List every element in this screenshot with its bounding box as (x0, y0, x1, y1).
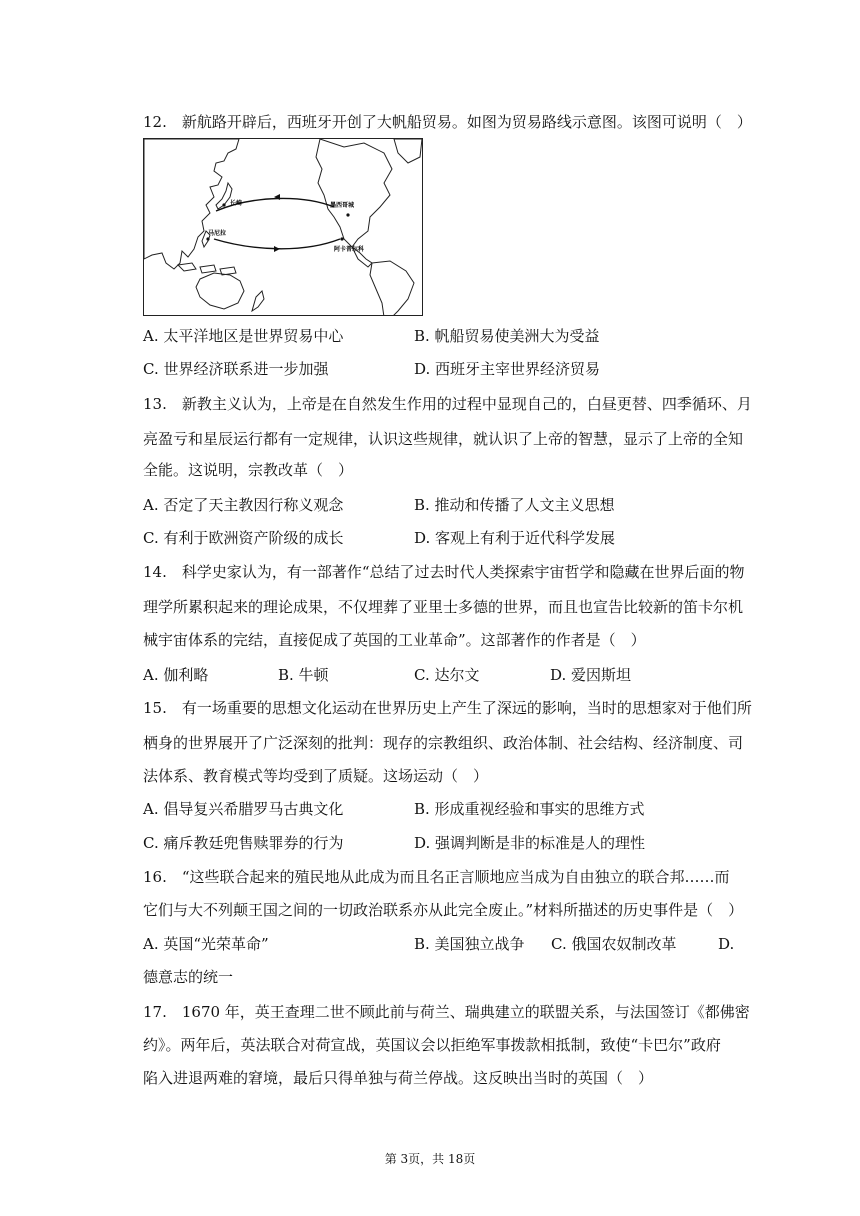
q12-option-b: B. 帆船贸易使美洲大为受益 (414, 327, 600, 345)
q14-option-c: C. 达尔文 (414, 666, 480, 684)
q16-line-2: 它们与大不列颠王国之间的一切政治联系亦从此完全废止。”材料所描述的历史事件是（ ） (143, 901, 744, 919)
q16-option-c: C. 俄国农奴制改革 (551, 935, 677, 953)
q17-line-3: 陷入进退两难的窘境，最后只得单独与荷兰停战。这反映出当时的英国（ ） (143, 1069, 654, 1087)
q13-option-c: C. 有利于欧洲资产阶级的成长 (143, 529, 344, 547)
q14-line-1: 14. 科学史家认为，有一部著作“总结了过去时代人类探索宇宙哲学和隐藏在世界后面的物 (143, 563, 745, 581)
q16-option-a: A. 英国“光荣革命” (143, 935, 269, 953)
label-nagasaki: 长崎 (230, 200, 243, 207)
q14-option-d: D. 爱因斯坦 (550, 666, 632, 684)
q15-line-3: 法体系、教育模式等均受到了质疑。这场运动（ ） (143, 767, 489, 785)
route-eastbound (214, 239, 340, 249)
label-acapulco: 阿卡普尔科 (334, 246, 365, 253)
australia-landmass (196, 273, 244, 309)
north-america-landmass (316, 139, 392, 247)
manila-marker (206, 237, 209, 240)
q12-option-d: D. 西班牙主宰世界经济贸易 (414, 360, 601, 378)
q12-stem: 12. 新航路开辟后，西班牙开创了大帆船贸易。如图为贸易路线示意图。该图可说明（ ） (143, 113, 752, 131)
q13-option-d: D. 客观上有利于近代科学发展 (414, 529, 616, 547)
trade-route-map (143, 138, 423, 316)
q15-line-1: 15. 有一场重要的思想文化运动在世界历史上产生了深远的影响，当时的思想家对于他们所 (143, 699, 752, 717)
trade-route-map-svg (144, 139, 423, 316)
south-america-landmass (370, 261, 414, 316)
q13-line-1: 13. 新教主义认为，上帝是在自然发生作用的过程中显现自己的，白昼更替、四季循环、月 (143, 395, 752, 413)
q16-option-b: B. 美国独立战争 (414, 935, 525, 953)
label-manila: 马尼拉 (208, 230, 227, 237)
page-footer: 第 3页，共 18页 (384, 1152, 476, 1166)
q14-line-3: 械宇宙体系的完结，直接促成了英国的工业革命”。这部著作的作者是（ ） (143, 631, 646, 649)
q13-option-a: A. 否定了天主教因行称义观念 (143, 496, 344, 514)
q14-option-a: A. 伽利略 (143, 666, 209, 684)
q13-option-b: B. 推动和传播了人文主义思想 (414, 496, 615, 514)
q15-option-b: B. 形成重视经验和事实的思维方式 (414, 800, 645, 818)
q13-line-3: 全能。这说明，宗教改革（ ） (143, 461, 354, 479)
q14-line-2: 理学所累积起来的理论成果，不仅埋葬了亚里士多德的世界，而且也宣告比较新的笛卡尔机 (143, 598, 744, 616)
q15-option-d: D. 强调判断是非的标准是人的理性 (414, 834, 646, 852)
route-arrow-east (274, 246, 280, 252)
q16-option-d-text: 德意志的统一 (143, 968, 234, 986)
q12-option-a: A. 太平洋地区是世界贸易中心 (143, 327, 344, 345)
q15-line-2: 栖身的世界展开了广泛深刻的批判：现存的宗教组织、政治体制、社会结构、经济制度、司 (143, 734, 744, 752)
q15-option-a: A. 倡导复兴希腊罗马古典文化 (143, 800, 344, 818)
label-mexico-city: 墨西哥城 (330, 202, 355, 209)
acapulco-marker (340, 237, 343, 240)
q12-option-c: C. 世界经济联系进一步加强 (143, 360, 329, 378)
q16-option-d: D. (718, 935, 735, 953)
mexico-city-marker (346, 213, 349, 216)
new-zealand-landmass (252, 291, 264, 311)
indonesia-landmass (178, 263, 236, 275)
q15-option-c: C. 痛斥教廷兜售赎罪券的行为 (143, 834, 344, 852)
q13-line-2: 亮盈亏和星辰运行都有一定规律，认识这些规律，就认识了上帝的智慧，显示了上帝的全知 (143, 430, 744, 448)
nagasaki-marker (222, 203, 225, 206)
q17-line-1: 17. 1670 年，英王查理二世不顾此前与荷兰、瑞典建立的联盟关系，与法国签订《都佛密 (143, 1003, 750, 1021)
greenland-landmass (394, 139, 422, 163)
q14-option-b: B. 牛顿 (278, 666, 329, 684)
q16-line-1: 16. “这些联合起来的殖民地从此成为而且名正言顺地应当成为自由独立的联合邦……而 (143, 868, 730, 886)
q17-line-2: 约》。两年后，英法联合对荷宣战，英国议会以拒绝军事拨款相抵制，致使“卡巴尔”政府 (143, 1036, 721, 1054)
